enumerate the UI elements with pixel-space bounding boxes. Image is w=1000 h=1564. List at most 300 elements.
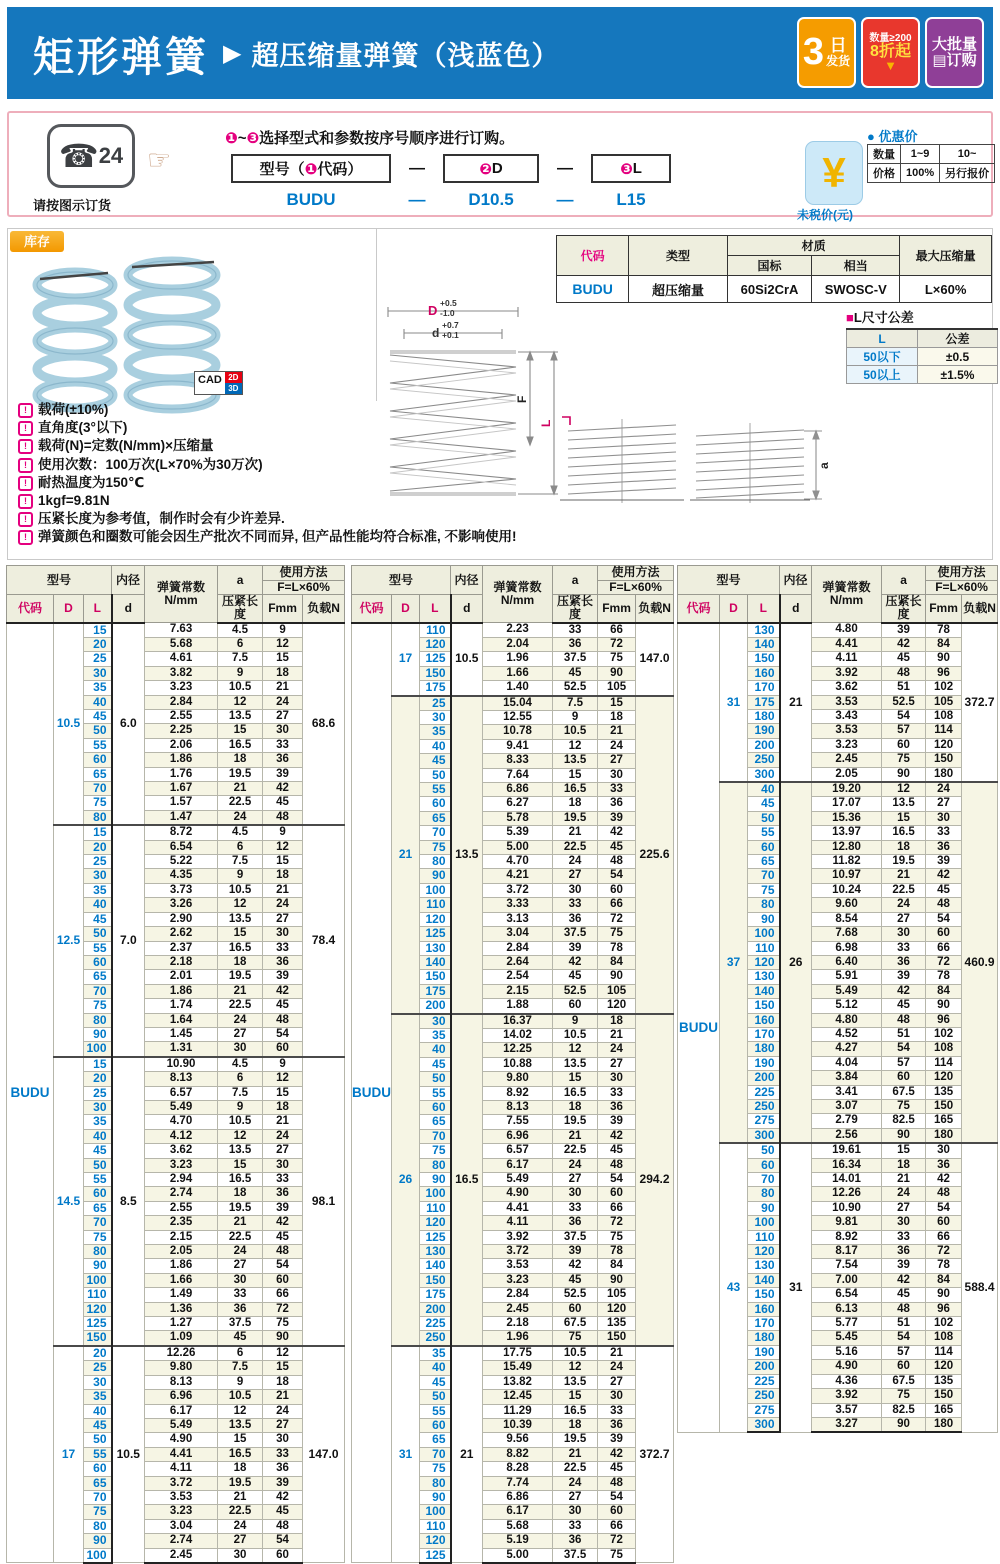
spec-compressed-length: 45	[882, 999, 926, 1013]
note-text: 直角度(3°以下)	[38, 420, 128, 436]
spec-F: 36	[598, 1418, 636, 1432]
col-L: L	[84, 595, 112, 623]
tolerance-l-value: 50以下	[847, 348, 918, 366]
spec-length: 40	[84, 898, 112, 912]
col-spring-rate	[812, 566, 882, 623]
spec-F: 30	[263, 724, 303, 738]
col-a: a	[553, 566, 598, 595]
spec-compressed-length: 52.5	[882, 695, 926, 709]
spec-rate: 1.57	[145, 796, 218, 810]
spec-rate: 2.74	[145, 1534, 218, 1548]
spec-compressed-length: 18	[218, 753, 263, 767]
spec-rate: 3.53	[145, 1490, 218, 1504]
spec-F: 84	[598, 1259, 636, 1273]
spec-rate: 3.92	[812, 666, 882, 680]
spec-compressed-length: 37.5	[218, 1317, 263, 1331]
spec-length: 40	[420, 1361, 451, 1375]
spec-F: 21	[263, 1390, 303, 1404]
spec-rate: 7.00	[812, 1273, 882, 1287]
spec-F: 15	[598, 696, 636, 711]
spec-length: 200	[420, 1302, 451, 1316]
stock-badge: 库存	[10, 231, 64, 252]
spec-length: 90	[748, 912, 780, 926]
spec-F: 45	[598, 1462, 636, 1476]
spec-compressed-length: 45	[218, 1331, 263, 1346]
spec-length: 35	[84, 1390, 112, 1404]
spec-compressed-length: 12	[218, 695, 263, 709]
spec-compressed-length: 18	[882, 840, 926, 854]
spec-F: 27	[598, 754, 636, 768]
spec-compressed-length: 13.5	[218, 710, 263, 724]
title-arrow-icon: ▶	[223, 39, 242, 67]
spec-compressed-length: 67.5	[882, 1374, 926, 1388]
spec-rate: 1.86	[145, 984, 218, 998]
note-item	[18, 492, 618, 510]
col-spring-rate-l1: 弹簧常数	[493, 579, 542, 594]
col-spring-rate-l2: N/mm	[164, 593, 198, 608]
spec-compressed-length: 30	[882, 927, 926, 941]
spec-length: 150	[748, 999, 780, 1013]
dash: —	[408, 190, 426, 209]
spec-length: 70	[84, 984, 112, 998]
spec-F: 66	[263, 1288, 303, 1302]
spec-inner-dia: 26	[780, 782, 812, 1143]
spec-rate: 4.27	[812, 1042, 882, 1056]
spec-rate: 1.47	[145, 810, 218, 825]
spec-length: 130	[420, 941, 451, 955]
spec-rate: 6.54	[812, 1288, 882, 1302]
spec-code: BUDU	[678, 623, 720, 1433]
spec-load: 588.4	[962, 1143, 998, 1432]
spec-compressed-length: 21	[553, 1447, 598, 1461]
title-main: 矩形弹簧	[33, 33, 209, 80]
spec-compressed-length: 9	[218, 1375, 263, 1389]
spec-F: 39	[263, 767, 303, 781]
spec-length: 40	[84, 695, 112, 709]
spec-rate: 3.23	[812, 738, 882, 752]
spec-compressed-length: 22.5	[218, 1505, 263, 1519]
dim-d-tol-up: +0.7	[442, 320, 459, 330]
spec-rate: 9.60	[812, 898, 882, 912]
spec-F: 66	[926, 1230, 962, 1244]
tolerance-value: ±0.5	[918, 348, 998, 366]
spec-F: 39	[926, 855, 962, 869]
col-F: Fmm	[263, 595, 303, 623]
spec-F: 135	[926, 1374, 962, 1388]
spec-length: 55	[84, 738, 112, 752]
spec-compressed-length: 39	[882, 970, 926, 984]
badge-3day-day: 日	[829, 36, 847, 56]
spec-compressed-length: 21	[218, 782, 263, 796]
spec-F: 66	[926, 941, 962, 955]
spec-rate: 9.41	[483, 739, 553, 753]
spec-rate: 3.82	[145, 666, 218, 680]
spec-F: 60	[263, 1548, 303, 1563]
spec-compressed-length: 18	[218, 1187, 263, 1201]
spec-rate: 5.19	[483, 1534, 553, 1548]
spec-rate: 5.00	[483, 1548, 553, 1563]
spec-outer-dia: 12.5	[54, 825, 84, 1057]
spec-compressed-length: 13.5	[553, 1375, 598, 1389]
spec-rate: 6.17	[483, 1505, 553, 1519]
spec-rate: 12.80	[812, 840, 882, 854]
spec-length: 75	[84, 1230, 112, 1244]
spec-outer-dia: 21	[392, 696, 420, 1014]
spec-F: 33	[263, 1173, 303, 1187]
tolerance-col-L: L	[847, 329, 918, 348]
spec-rate: 4.90	[812, 1360, 882, 1374]
spec-compressed-length: 82.5	[882, 1114, 926, 1128]
spec-compressed-length: 27	[882, 1201, 926, 1215]
spec-rate: 8.17	[812, 1245, 882, 1259]
spec-rate: 1.76	[145, 767, 218, 781]
spec-length: 80	[420, 1158, 451, 1172]
spec-compressed-length: 30	[553, 883, 598, 897]
spec-rate: 6.27	[483, 797, 553, 811]
spec-length: 140	[420, 1259, 451, 1273]
spec-F: 66	[598, 623, 636, 638]
badge-3day-label: 发货	[826, 54, 851, 69]
note-item	[18, 528, 618, 546]
dim-D-tol-dn: -1.0	[440, 308, 455, 318]
spec-length: 160	[748, 1013, 780, 1027]
spec-rate: 2.84	[483, 941, 553, 955]
spec-load: 294.2	[636, 1014, 674, 1346]
spec-inner-dia: 16.5	[451, 1014, 483, 1346]
dash: —	[556, 190, 574, 209]
spec-rate: 5.22	[145, 855, 218, 869]
spec-rate: 3.57	[812, 1403, 882, 1417]
spec-compressed-length: 18	[553, 1100, 598, 1114]
spec-compressed-length: 9	[218, 869, 263, 883]
spec-length: 120	[748, 955, 780, 969]
spec-F: 36	[263, 1187, 303, 1201]
spec-compressed-length: 22.5	[218, 1230, 263, 1244]
spec-rate: 13.97	[812, 826, 882, 840]
spec-F: 18	[598, 711, 636, 725]
spec-compressed-length: 60	[882, 738, 926, 752]
order-instruction-box	[7, 111, 993, 222]
spec-F: 30	[926, 811, 962, 825]
spec-F: 60	[263, 1273, 303, 1287]
price-cell: 另行报价	[940, 164, 995, 183]
spec-rate: 10.78	[483, 725, 553, 739]
spec-rate: 11.82	[812, 855, 882, 869]
spec-F: 42	[598, 1447, 636, 1461]
tax-note: 未税价(元)	[797, 208, 853, 222]
spec-row	[352, 696, 674, 711]
spec-table-3	[677, 565, 998, 1433]
spec-rate: 9.80	[145, 1361, 218, 1375]
col-inner-dia: 内径	[451, 566, 483, 595]
spec-F: 42	[926, 869, 962, 883]
spec-F: 114	[926, 724, 962, 738]
spec-compressed-length: 52.5	[553, 681, 598, 696]
spec-length: 225	[748, 1374, 780, 1388]
spec-rate: 6.57	[483, 1144, 553, 1158]
spec-compressed-length: 12	[553, 1043, 598, 1057]
spec-rate: 1.67	[145, 782, 218, 796]
spec-compressed-length: 60	[553, 999, 598, 1014]
spec-length: 200	[748, 738, 780, 752]
spec-rate: 2.18	[483, 1317, 553, 1331]
spec-F: 42	[263, 1490, 303, 1504]
note-item	[18, 437, 618, 455]
spec-rate: 5.49	[145, 1418, 218, 1432]
spec-F: 150	[926, 753, 962, 767]
spec-rate: 2.56	[812, 1128, 882, 1143]
spec-length: 35	[84, 681, 112, 695]
spec-length: 200	[748, 1071, 780, 1085]
dim-d-label: d	[432, 326, 440, 340]
spec-F: 21	[598, 725, 636, 739]
spec-compressed-length: 75	[882, 1389, 926, 1403]
spec-F: 42	[263, 984, 303, 998]
l-param-box	[591, 154, 671, 183]
spec-compressed-length: 19.5	[882, 855, 926, 869]
spec-length: 75	[84, 1505, 112, 1519]
col-compressed-length: 压紧长度	[553, 595, 598, 623]
spec-rate: 2.05	[145, 1245, 218, 1259]
spec-length: 100	[748, 1216, 780, 1230]
spec-compressed-length: 10.5	[218, 1390, 263, 1404]
note-text: 压紧长度为参考值，制作时会有少许差异.	[38, 511, 285, 527]
spec-F: 54	[263, 1027, 303, 1041]
spec-rate: 2.55	[145, 1201, 218, 1215]
spec-outer-dia: 10.5	[54, 623, 84, 826]
spec-length: 65	[84, 1476, 112, 1490]
spec-length: 30	[420, 1014, 451, 1029]
spec-length: 110	[420, 1519, 451, 1533]
spec-compressed-length: 30	[882, 1216, 926, 1230]
spec-rate: 3.23	[145, 1505, 218, 1519]
spec-compressed-length: 39	[882, 623, 926, 638]
spec-length: 175	[420, 984, 451, 998]
badge-bulk-text: 订购	[946, 51, 977, 69]
tolerance-block	[846, 307, 998, 384]
spec-F: 33	[263, 738, 303, 752]
spec-F: 36	[598, 1100, 636, 1114]
spec-compressed-length: 45	[882, 1288, 926, 1302]
spec-rate: 5.49	[145, 1100, 218, 1114]
box1-pre: 型号（	[259, 161, 305, 178]
spec-rate: 8.92	[483, 1086, 553, 1100]
spec-length: 65	[84, 767, 112, 781]
tolerance-title-text: L尺寸公差	[853, 310, 914, 325]
spec-compressed-length: 12	[218, 1129, 263, 1143]
spec-length: 50	[748, 811, 780, 825]
price-cell: 价格	[868, 164, 901, 183]
spec-F: 78	[926, 623, 962, 638]
tolerance-title	[846, 307, 998, 326]
spec-length: 130	[420, 1245, 451, 1259]
spec-compressed-length: 82.5	[882, 1403, 926, 1417]
spec-rate: 1.49	[145, 1288, 218, 1302]
spec-compressed-length: 18	[553, 1418, 598, 1432]
spec-compressed-length: 30	[553, 1187, 598, 1201]
spec-outer-dia: 17	[392, 623, 420, 696]
spec-rate: 15.49	[483, 1361, 553, 1375]
spec-rate: 10.39	[483, 1418, 553, 1432]
col-L: L	[420, 595, 451, 623]
box2-label: D	[491, 160, 503, 177]
spec-compressed-length: 13.5	[553, 1057, 598, 1071]
spec-F: 42	[263, 1216, 303, 1230]
spec-compressed-length: 15	[882, 1143, 926, 1158]
spec-length: 110	[84, 1288, 112, 1302]
spec-rate: 3.72	[483, 1245, 553, 1259]
spec-rate: 1.66	[483, 666, 553, 680]
spec-rate: 19.20	[812, 782, 882, 797]
spec-compressed-length: 19.5	[553, 811, 598, 825]
col-usage: 使用方法	[263, 566, 345, 581]
spec-F: 27	[598, 1057, 636, 1071]
spec-F: 120	[926, 1071, 962, 1085]
tolerance-col-value: 公差	[918, 329, 998, 348]
spec-rate: 7.68	[812, 927, 882, 941]
spec-length: 130	[748, 623, 780, 638]
spec-compressed-length: 6	[218, 1346, 263, 1361]
spec-F: 84	[598, 955, 636, 969]
spec-F: 48	[598, 855, 636, 869]
spec-rate: 14.02	[483, 1028, 553, 1042]
spec-rate: 15.04	[483, 696, 553, 711]
spec-F: 72	[598, 912, 636, 926]
spec-length: 60	[748, 840, 780, 854]
spec-F: 150	[926, 1099, 962, 1113]
spec-compressed-length: 10.5	[553, 1346, 598, 1361]
spec-length: 55	[420, 1404, 451, 1418]
spec-F: 66	[598, 898, 636, 912]
spec-length: 200	[420, 999, 451, 1014]
col-inner-dia: 内径	[780, 566, 812, 595]
spec-F: 45	[263, 1505, 303, 1519]
spec-length: 30	[84, 666, 112, 680]
spec-compressed-length: 39	[553, 941, 598, 955]
spec-rate: 5.68	[483, 1519, 553, 1533]
spec-compressed-length: 60	[882, 1360, 926, 1374]
price-cell: 10~	[940, 145, 995, 164]
spec-length: 190	[748, 724, 780, 738]
spec-compressed-length: 12	[218, 898, 263, 912]
order-form-icon: ▤	[932, 51, 947, 69]
spec-F: 39	[263, 1476, 303, 1490]
spec-length: 55	[420, 1086, 451, 1100]
spec-load: 372.7	[962, 623, 998, 782]
spec-length: 80	[84, 1519, 112, 1533]
spec-compressed-length: 27	[553, 869, 598, 883]
spec-F: 90	[926, 652, 962, 666]
badge-qty-line2: 8折起	[870, 43, 911, 61]
spec-rate: 1.96	[483, 652, 553, 666]
spec-compressed-length: 9	[218, 1100, 263, 1114]
spec-length: 300	[748, 767, 780, 782]
spec-rate: 4.90	[145, 1433, 218, 1447]
part-number-example	[231, 190, 671, 210]
spec-F: 120	[598, 999, 636, 1014]
spec-rate: 8.13	[483, 1100, 553, 1114]
spec-compressed-length: 24	[553, 1476, 598, 1490]
spec-F: 24	[263, 1129, 303, 1143]
col-model: 型号	[7, 566, 112, 595]
spec-F: 36	[263, 955, 303, 969]
spec-rate: 4.11	[145, 1462, 218, 1476]
col-L: L	[748, 595, 780, 623]
spec-F: 75	[598, 927, 636, 941]
col-usage-formula: F=L×60%	[263, 581, 345, 595]
spec-length: 25	[84, 855, 112, 869]
spec-compressed-length: 33	[882, 1230, 926, 1244]
spec-compressed-length: 24	[218, 810, 263, 825]
spec-rate: 5.39	[483, 826, 553, 840]
spec-length: 35	[420, 725, 451, 739]
price-cell: 数量	[868, 145, 901, 164]
spec-rate: 6.96	[145, 1390, 218, 1404]
spec-rate: 16.34	[812, 1158, 882, 1172]
spec-F: 18	[263, 1375, 303, 1389]
spec-F: 45	[263, 1230, 303, 1244]
spec-inner-dia: 10.5	[451, 623, 483, 696]
spec-rate: 6.17	[483, 1158, 553, 1172]
spec-compressed-length: 45	[553, 1273, 598, 1287]
spec-F: 21	[263, 681, 303, 695]
spec-F: 60	[598, 1505, 636, 1519]
spec-compressed-length: 15	[553, 1072, 598, 1086]
spec-length: 75	[420, 1462, 451, 1476]
spec-length: 45	[84, 1418, 112, 1432]
spec-table-2	[351, 565, 674, 1564]
spec-compressed-length: 16.5	[218, 738, 263, 752]
spec-length: 90	[420, 1490, 451, 1504]
spec-rate: 3.53	[812, 724, 882, 738]
spec-length: 100	[84, 1548, 112, 1563]
spec-compressed-length: 19.5	[218, 1476, 263, 1490]
spec-F: 45	[263, 999, 303, 1013]
yen-glyph: ¥	[822, 149, 846, 196]
spec-length: 60	[84, 1187, 112, 1201]
spec-F: 102	[926, 681, 962, 695]
dash: —	[557, 159, 573, 177]
spec-length: 70	[748, 1173, 780, 1187]
spec-compressed-length: 67.5	[553, 1317, 598, 1331]
spec-length: 60	[420, 797, 451, 811]
col-D: D	[720, 595, 748, 623]
spec-rate: 1.88	[483, 999, 553, 1014]
spec-rate: 4.35	[145, 869, 218, 883]
spec-compressed-length: 12	[553, 1361, 598, 1375]
material-col-gb: 国标	[727, 256, 811, 276]
spec-rate: 3.26	[145, 898, 218, 912]
note-item	[18, 401, 618, 419]
spec-compressed-length: 15	[553, 1390, 598, 1404]
spec-compressed-length: 7.5	[553, 696, 598, 711]
spec-rate: 1.66	[145, 1273, 218, 1287]
spec-rate: 2.84	[145, 695, 218, 709]
spec-F: 12	[263, 840, 303, 854]
spec-F: 24	[598, 1361, 636, 1375]
col-load: 负载N	[636, 595, 674, 623]
spec-compressed-length: 36	[553, 637, 598, 651]
col-D: D	[54, 595, 84, 623]
spec-length: 125	[84, 1317, 112, 1331]
col-load: 负载N	[962, 595, 998, 623]
spec-F: 42	[598, 826, 636, 840]
spec-length: 100	[748, 927, 780, 941]
spec-length: 150	[420, 666, 451, 680]
badge-qty-line1: 数量≥200	[869, 32, 912, 44]
spec-length: 120	[420, 1534, 451, 1548]
spec-F: 102	[926, 1317, 962, 1331]
